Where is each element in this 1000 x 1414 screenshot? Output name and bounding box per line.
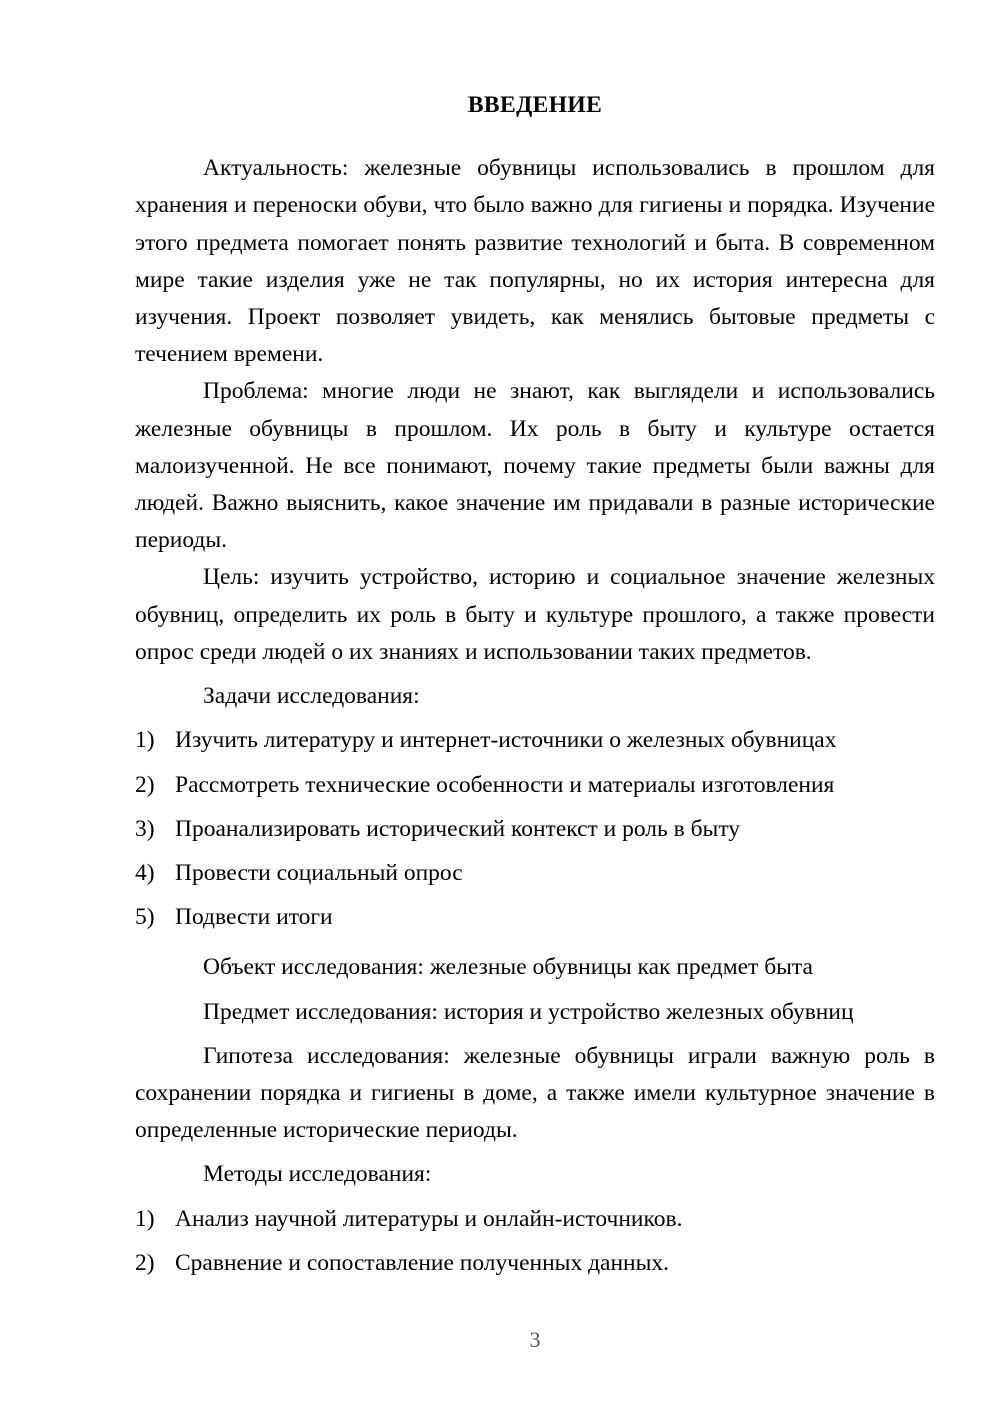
methods-list [135,1201,935,1282]
list-marker: 2) [135,771,155,798]
list-item-label: Подвести итоги [175,904,333,931]
list-marker: 5) [135,904,155,931]
list-marker: 4) [135,859,155,886]
list-item [135,767,935,804]
list-marker: 1) [135,1205,155,1232]
document-body [135,88,935,1282]
tasks-heading: Задачи исследования: [203,683,420,710]
methods-heading: Методы исследования: [203,1161,432,1188]
page-number-value: 3 [529,1327,541,1352]
spacer [135,936,935,949]
paragraph-goal: Цель: изучить устройство, историю и социальное значение железных обувниц, определить их роль в быту и культуре прошлого, а также провести опрос среди людей о их знаниях и использовании таких предметов. [135,564,935,665]
paragraph-hypothesis: Гипотеза исследования: железные обувницы играли важную роль в сохранении порядка и гигиены в доме, а также имели культурное значение в определенные исторические периоды. [135,1042,935,1144]
list-item [135,1201,935,1238]
spacer [135,1149,935,1156]
spacer [135,987,935,994]
list-marker: 2) [135,1249,155,1276]
list-item-label: Изучить литературу и интернет-источники о железных обувницах [175,727,837,754]
list-item-label: Рассмотреть технические особенности и материалы изготовления [175,771,835,798]
list-item [135,855,935,892]
list-item [135,1245,935,1282]
spacer [135,1194,935,1201]
spacer [135,1031,935,1038]
list-item-label: Провести социальный опрос [175,859,463,886]
spacer [135,715,935,722]
paragraph-object: Объект исследования: железные обувницы как предмет быта [203,954,813,981]
paragraph-subject: Предмет исследования: история и устройство железных обувниц [203,998,854,1025]
page-title: ВВЕДЕНИЕ [467,92,603,118]
spacer [135,671,935,678]
list-item [135,899,935,936]
list-marker: 1) [135,727,155,754]
list-item-label: Сравнение и сопоставление полученных данных. [175,1249,670,1276]
list-item-label: Анализ научной литературы и онлайн-источников. [175,1205,683,1232]
list-item [135,811,935,848]
paragraph-relevance: Актуальность: железные обувницы использовались в прошлом для хранения и переноски обуви, что было важно для гигиены и порядка. Изучение этого предмета помогает понять развитие технологий и быта. В современном мире такие изделия уже не так популярны, но их история интересна для изучения. Проект позволяет увидеть, как менялись бытовые предметы с течением времени. [135,155,935,368]
list-item-label: Проанализировать исторический контекст и роль в быту [175,815,741,842]
list-item [135,722,935,759]
tasks-list [135,722,935,936]
list-marker: 3) [135,815,155,842]
paragraph-problem: Проблема: многие люди не знают, как выглядели и использовались железные обувницы в прошлом. Их роль в быту и культуре остается малоизученной. Не все понимают, почему такие предметы были важны для людей. Важно выяснить, какое значение им придавали в разные исторические периоды. [135,378,935,554]
page-number [0,1326,1000,1354]
